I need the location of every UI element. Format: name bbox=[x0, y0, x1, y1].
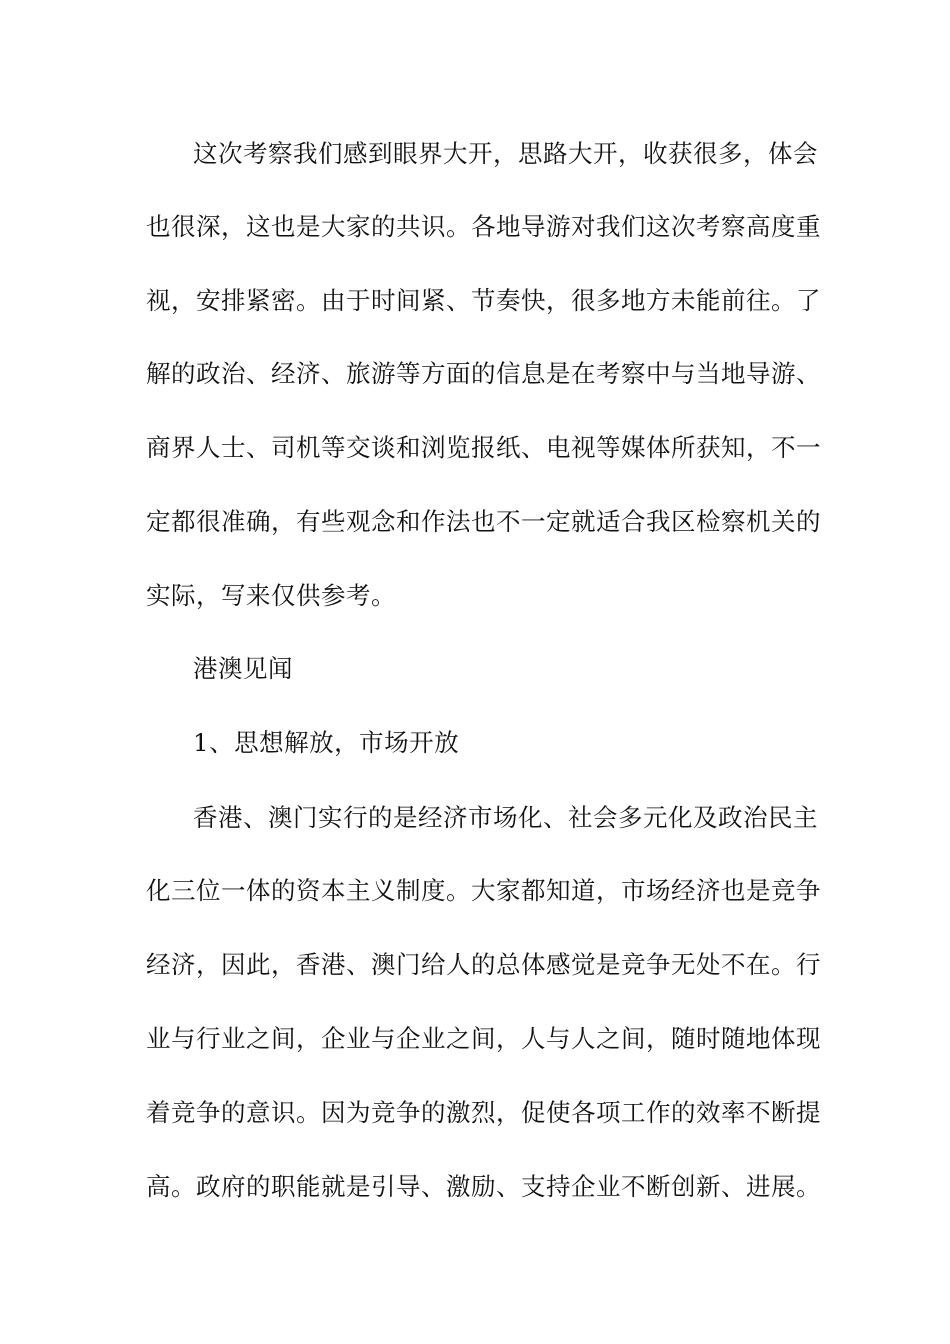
paragraph-2-line-2: 化三位一体的资本主义制度。大家都知道，市场经济也是竞争 bbox=[146, 876, 821, 905]
paragraph-1-line-7: 实际，写来仅供参考。 bbox=[146, 581, 396, 610]
section-heading: 港澳见闻 bbox=[193, 654, 293, 683]
paragraph-1-line-1: 这次考察我们感到眼界大开，思路大开，收获很多，体会 bbox=[193, 139, 818, 168]
section-subheading: 1、思想解放，市场开放 bbox=[193, 728, 460, 757]
paragraph-2-line-1: 香港、澳门实行的是经济市场化、社会多元化及政治民主 bbox=[193, 803, 818, 832]
paragraph-1-line-4: 解的政治、经济、旅游等方面的信息是在考察中与当地导游、 bbox=[146, 359, 821, 388]
paragraph-1-line-3: 视，安排紧密。由于时间紧、节奏快，很多地方未能前往。了 bbox=[146, 286, 821, 315]
paragraph-1-line-6: 定都很准确，有些观念和作法也不一定就适合我区检察机关的 bbox=[146, 507, 821, 536]
paragraph-2-line-4: 业与行业之间，企业与企业之间，人与人之间，随时随地体现 bbox=[146, 1024, 821, 1053]
paragraph-2-line-6: 高。政府的职能就是引导、激励、支持企业不断创新、进展。 bbox=[146, 1172, 821, 1201]
paragraph-1-line-2: 也很深，这也是大家的共识。各地导游对我们这次考察高度重 bbox=[146, 212, 821, 241]
paragraph-2-line-5: 着竞争的意识。因为竞争的激烈，促使各项工作的效率不断提 bbox=[146, 1098, 821, 1127]
paragraph-1-line-5: 商界人士、司机等交谈和浏览报纸、电视等媒体所获知，不一 bbox=[146, 433, 821, 462]
paragraph-2-line-3: 经济，因此，香港、澳门给人的总体感觉是竞争无处不在。行 bbox=[146, 950, 821, 979]
